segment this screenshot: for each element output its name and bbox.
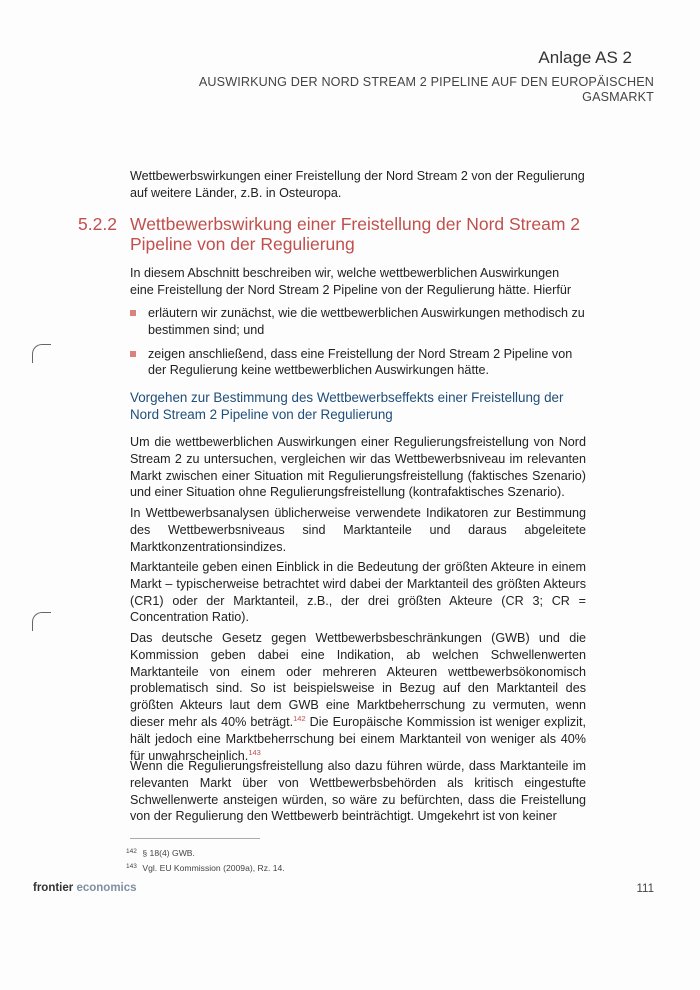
section-intro: In diesem Abschnitt beschreiben wir, welche wettbewerblichen Auswirkungen eine Freistellung der Nord Stream 2 Pipeline von der Regulierung hätte. Hierfür <box>130 266 572 297</box>
paragraph-1: Um die wettbewerblichen Auswirkungen einer Regulierungsfreistellung von Nord Stream 2 zu untersuchen, vergleichen wir das Wettbewerbsniveau im relevanten Markt zwischen einer Situation mit Regulierungsfreistellung (faktisches Szenario) und einer Situation ohne Regulierungsfreistellung (kontrafaktisches Szenario). <box>130 435 586 500</box>
footnote-text: Vgl. EU Kommission (2009a), Rz. 14. <box>142 863 285 873</box>
hole-punch-mark <box>32 612 51 631</box>
logo-economics: economics <box>76 882 137 894</box>
paragraph-3: Marktanteile geben einen Einblick in die Bedeutung der größten Akteure in einem Markt – typischerweise betrachtet wird dabei der Marktanteil des größten Akteurs (CR1) oder der Marktanteil, z.B., der drei größten Akteure (CR 3; CR = Concentration Ratio). <box>130 560 586 625</box>
section-title: Wettbewerbswirkung einer Freistellung der Nord Stream 2 Pipeline von der Regulierung <box>130 214 581 254</box>
section-number: 5.2.2 <box>78 214 117 234</box>
page-number: 111 <box>636 883 654 895</box>
hole-punch-mark <box>32 344 51 363</box>
footnote-ref-143[interactable]: 143 <box>248 747 261 757</box>
paragraph-2: In Wettbewerbsanalysen üblicherweise verwendete Indikatoren zur Bestimmung des Wettbewerbsniveaus sind Marktanteile und daraus abgeleitete Marktkonzentrationsindizes. <box>130 506 586 554</box>
bullet-text: erläutern wir zunächst, wie die wettbewerblichen Auswirkungen methodisch zu bestimmen sind; und <box>148 306 585 337</box>
paragraph-4-text-a: Das deutsche Gesetz gegen Wettbewerbsbeschränkungen (GWB) und die Kommission geben dabei eine Indikation, ab welchen Schwellenwerten Marktanteile von einem oder mehreren Akteuren wettbewerbsökonomisch problematisch sind. So ist beispielsweise in Bezug auf den Marktanteil des größten Akteurs laut dem GWB eine Marktbeherrschung zu vermuten, wenn dieser mehr als 40% beträgt. <box>130 631 586 729</box>
paragraph-5: Wenn die Regulierungsfreistellung also dazu führen würde, dass Marktanteile im relevanten Markt über von Wettbewerbsbehörden als kritisch eingestufte Schwellenwerte ansteigen würden, so wäre zu befürchten, dass die Freistellung von der Regulierung den Wettbewerb beinträchtigt. Umgekehrt ist von keiner <box>130 759 586 824</box>
footnote-143 <box>126 863 285 873</box>
header-subtitle: AUSWIRKUNG DER NORD STREAM 2 PIPELINE AUF DEN EUROPÄISCHEN GASMARKT <box>198 75 654 104</box>
footnote-142 <box>126 848 195 858</box>
subheading: Vorgehen zur Bestimmung des Wettbewerbseffekts einer Freistellung der Nord Stream 2 Pipeline von der Regulierung <box>130 390 564 422</box>
footnote-divider <box>130 838 260 839</box>
bullet-list <box>130 305 586 386</box>
bullet-text: zeigen anschließend, dass eine Freistellung der Nord Stream 2 Pipeline von der Regulierung keine wettbewerblichen Auswirkungen hätte. <box>148 346 573 378</box>
paragraph-4 <box>130 630 586 764</box>
intro-paragraph: Wettbewerbswirkungen einer Freistellung der Nord Stream 2 von der Regulierung auf weitere Länder, z.B. in Osteuropa. <box>130 169 585 200</box>
footnote-text: § 18(4) GWB. <box>142 848 195 858</box>
footnote-number: 143 <box>126 863 137 870</box>
list-item <box>130 305 586 339</box>
list-item <box>130 346 586 380</box>
frontier-economics-logo <box>33 882 137 894</box>
footnote-ref-142[interactable]: 142 <box>293 713 306 723</box>
logo-frontier: frontier <box>33 882 74 894</box>
paragraph-4-text-b: Die Europäische Kommission ist weniger explizit, hält jedoch eine Marktbeherrschung bei einem Marktanteil von weniger als 40% für unwahrscheinlich. <box>130 714 586 763</box>
bullet-square-icon <box>130 351 136 357</box>
bullet-square-icon <box>130 310 136 316</box>
footnote-number: 142 <box>126 848 137 855</box>
header-anlage: Anlage AS 2 <box>538 48 632 67</box>
